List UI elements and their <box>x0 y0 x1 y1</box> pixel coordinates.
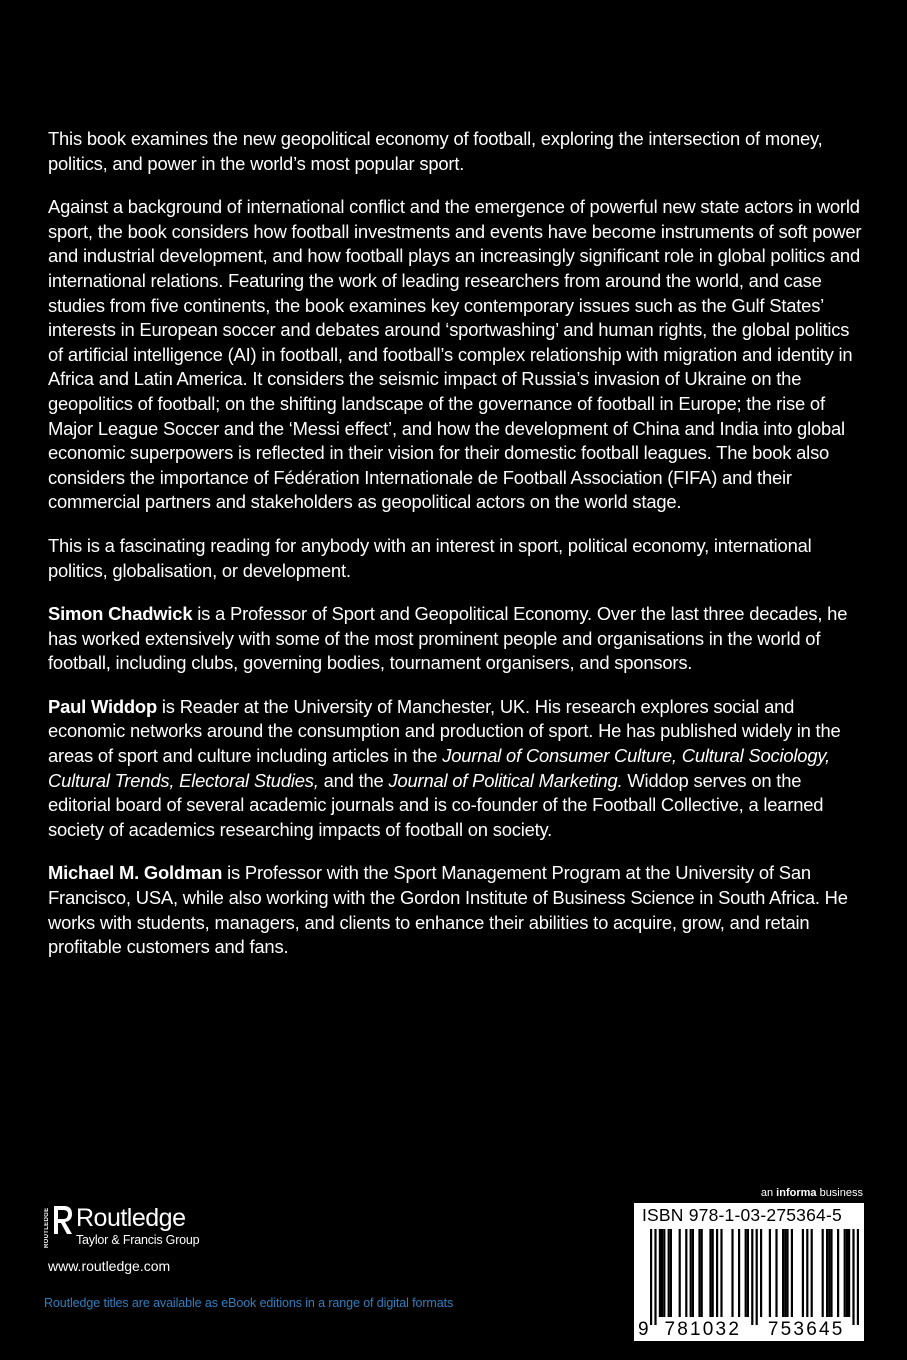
blurb-paragraph-3: This is a fascinating reading for anybody with an interest in sport, political economy, international politics, globalisation, or development. <box>48 534 812 581</box>
blurb-paragraph-1: This book examines the new geopolitical economy of football, exploring the intersection of money, politics, and power in the world’s most popular sport. <box>48 128 823 174</box>
barcode-bar <box>786 1229 788 1317</box>
barcode-bar <box>670 1229 672 1317</box>
blurb-paragraph-2: Against a background of international conflict and the emergence of powerful new state actors in world sport, the book considers how football investments and events have become instruments of soft power and industrial development, and how football plays an increasingly significant role in global politics and international relations. Featuring the work of leading researchers from around the world, and case studies from five continents, the book examines key contemporary issues such as the Gulf States’ interests in European soccer and debates around ‘sportwashing’ and human rights, the global politics of artificial intelligence (AI) in football, and football’s complex relationship with migration and identity in Africa and Latin America. It considers the seismic impact of Russia’s invasion of Ukraine on the geopolitics of football; on the shifting landscape of the governance of football in Europe; the rise of Major League Soccer and the ‘Messi effect’, and how the development of China and India into global economic superpowers is reflected in their vision for their domestic football leagues. The book also considers the importance of Fédération Internationale de Football Association (FIFA) and their commercial partners and stakeholders as geopolitical actors on the world stage. <box>48 196 862 513</box>
barcode-bar <box>784 1229 786 1317</box>
barcode-digit-first: 9 <box>638 1319 651 1340</box>
barcode-bar <box>692 1229 694 1317</box>
barcode-bar <box>775 1229 777 1317</box>
author-name: Michael M. Goldman <box>48 862 223 884</box>
barcode-digits-right: 753645 <box>767 1319 845 1340</box>
publisher-logo <box>44 1200 199 1252</box>
barcode-bar <box>747 1229 749 1317</box>
publisher-name: Routledge <box>76 1204 186 1232</box>
author-bio-chadwick <box>48 602 868 676</box>
barcode-bar <box>769 1229 771 1317</box>
barcode-bar <box>654 1229 656 1325</box>
publisher-group: Taylor & Francis Group <box>76 1233 200 1247</box>
barcode-bar <box>826 1229 828 1317</box>
barcode-bar <box>659 1229 661 1317</box>
barcode-bar <box>844 1229 846 1317</box>
barcode-bar <box>709 1229 711 1317</box>
author-bio-text: and the <box>318 769 389 791</box>
author-bio-text: Widdop serves on the editorial board of several academic journals and is co-founder of the Football Collective, a learned society of academics researching impacts of football on society. <box>48 769 824 840</box>
author-bio-goldman <box>48 861 868 959</box>
barcode-bar <box>756 1229 758 1325</box>
barcode-bar <box>806 1229 808 1317</box>
barcode-bar <box>650 1229 652 1325</box>
barcode-bar <box>685 1229 687 1317</box>
barcode-bar <box>852 1229 854 1325</box>
barcode-graphic <box>634 1225 864 1341</box>
barcode-bar <box>751 1229 753 1325</box>
author-bio-text: is a Professor of Sport and Geopolitical Economy. Over the last three decades, he has worked extensively with some of the most prominent people and organisations in the world of football, including clubs, governing bodies, tournament organisers, and sponsors. <box>48 603 848 674</box>
barcode-bar <box>782 1229 784 1317</box>
barcode-bar <box>760 1229 762 1317</box>
informa-brand: informa <box>776 1187 817 1199</box>
barcode-bar <box>712 1229 714 1317</box>
barcode-bar <box>837 1229 839 1317</box>
barcode-bar <box>791 1229 793 1317</box>
barcode-bar <box>690 1229 692 1317</box>
barcode-bar <box>738 1229 740 1317</box>
back-cover-text <box>48 127 868 979</box>
author-bio-text: is Professor with the Sport Management Program at the University of San Francisco, USA, while also working with the Gordon Institute of Business Science in South Africa. He works with students, managers, and clients to enhance their abilities to acquire, grow, and retain profitable customers and fans. <box>48 862 848 958</box>
isbn-barcode <box>634 1203 864 1341</box>
author-bio-text: is Reader at the University of Manchester, UK. His research explores social and economic networks around the consumption and production of sport. He has published widely in the areas of sport and culture including articles in the <box>48 695 841 767</box>
ebook-note: Routledge titles are available as eBook editions in a range of digital formats <box>44 1296 454 1310</box>
isbn-label: ISBN 978-1-03-275364-5 <box>642 1205 842 1225</box>
barcode-bar <box>745 1229 747 1317</box>
journal-titles: Journal of Consumer Culture, Cultural Sociology, Cultural Trends, Electoral Studies, <box>48 745 830 791</box>
barcode-bar <box>828 1229 830 1317</box>
barcode-bar <box>679 1229 681 1317</box>
barcode-digits-left: 781032 <box>664 1319 742 1340</box>
author-bio-widdop <box>48 695 868 843</box>
publisher-url: www.routledge.com <box>48 1258 171 1274</box>
routledge-logo-icon <box>44 1200 74 1252</box>
barcode-bar <box>663 1229 665 1317</box>
author-name: Paul Widdop <box>48 695 157 717</box>
barcode-bar <box>846 1229 848 1317</box>
logo-vertical-word: ROUTLEDGE <box>44 1207 50 1248</box>
author-name: Simon Chadwick <box>48 603 193 625</box>
barcode-bar <box>720 1229 722 1317</box>
barcode-bar <box>701 1229 703 1317</box>
barcode-bar <box>830 1229 832 1317</box>
barcode-bar <box>731 1229 733 1317</box>
informa-tagline: an informa business <box>760 1187 863 1199</box>
barcode-bar <box>822 1229 824 1317</box>
barcode-bar <box>716 1229 718 1317</box>
barcode-bar <box>811 1229 813 1317</box>
barcode-bar <box>857 1229 859 1325</box>
barcode-bar <box>698 1229 700 1317</box>
barcode-bar <box>848 1229 850 1317</box>
barcode-bar <box>668 1229 670 1317</box>
journal-titles: Journal of Political Marketing. <box>388 769 623 791</box>
barcode-bar <box>802 1229 804 1317</box>
barcode-bar <box>661 1229 663 1317</box>
